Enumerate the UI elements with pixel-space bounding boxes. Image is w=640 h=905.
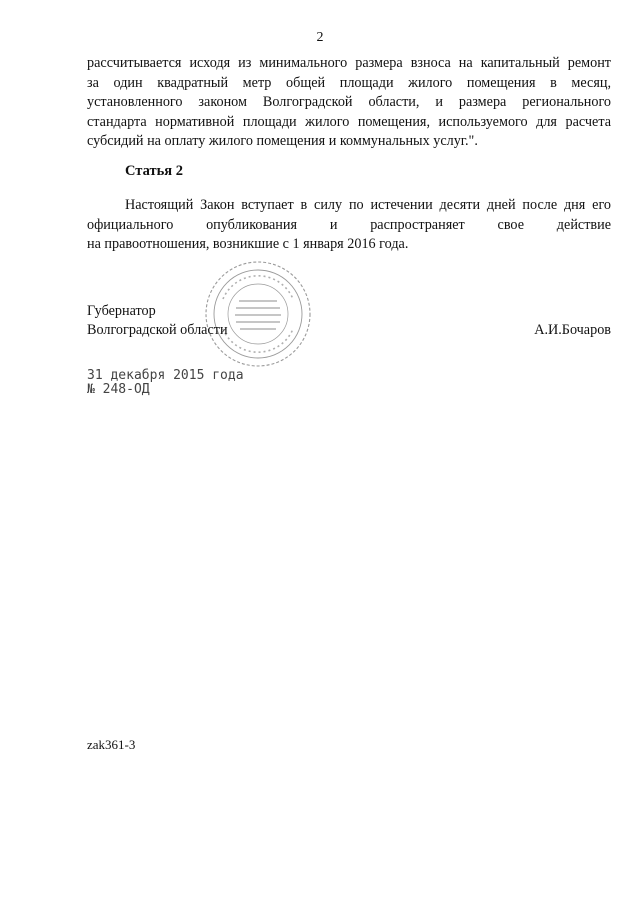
paragraph-line: рассчитывается исходя из минимального размера взноса на капитальный ремонт [87,55,611,71]
paragraph-line: субсидий на оплату жилого помещения и коммунальных услуг.". [87,133,478,150]
official-seal-stamp [203,259,313,369]
document-code: zak361-3 [87,737,136,752]
paragraph-line: официального опубликования и распространяет свое действие [87,216,611,233]
paragraph-line: на правоотношения, возникшие с 1 января 2016 года. [87,236,409,253]
page-number: 2 [316,30,324,45]
paragraph-2 [87,196,611,255]
law-number: № 248-ОД [87,382,150,397]
paragraph-line: Настоящий Закон вступает в силу по истечении десяти дней после дня его [125,197,611,213]
article-heading: Статья 2 [125,163,183,179]
law-date: 31 декабря 2015 года [87,368,244,383]
paragraph-1 [87,54,611,152]
signatory-title-line2: Волгоградской области [87,322,228,338]
signatory-name: А.И.Бочаров [534,322,611,338]
paragraph-line: за один квадратный метр общей площади жилого помещения в месяц, [87,74,611,91]
signatory-title-line1: Губернатор [87,303,156,319]
paragraph-line: установленного законом Волгоградской области, и размера регионального [87,94,611,111]
paragraph-line: стандарта нормативной площади жилого помещения, используемого для расчета [87,113,611,130]
